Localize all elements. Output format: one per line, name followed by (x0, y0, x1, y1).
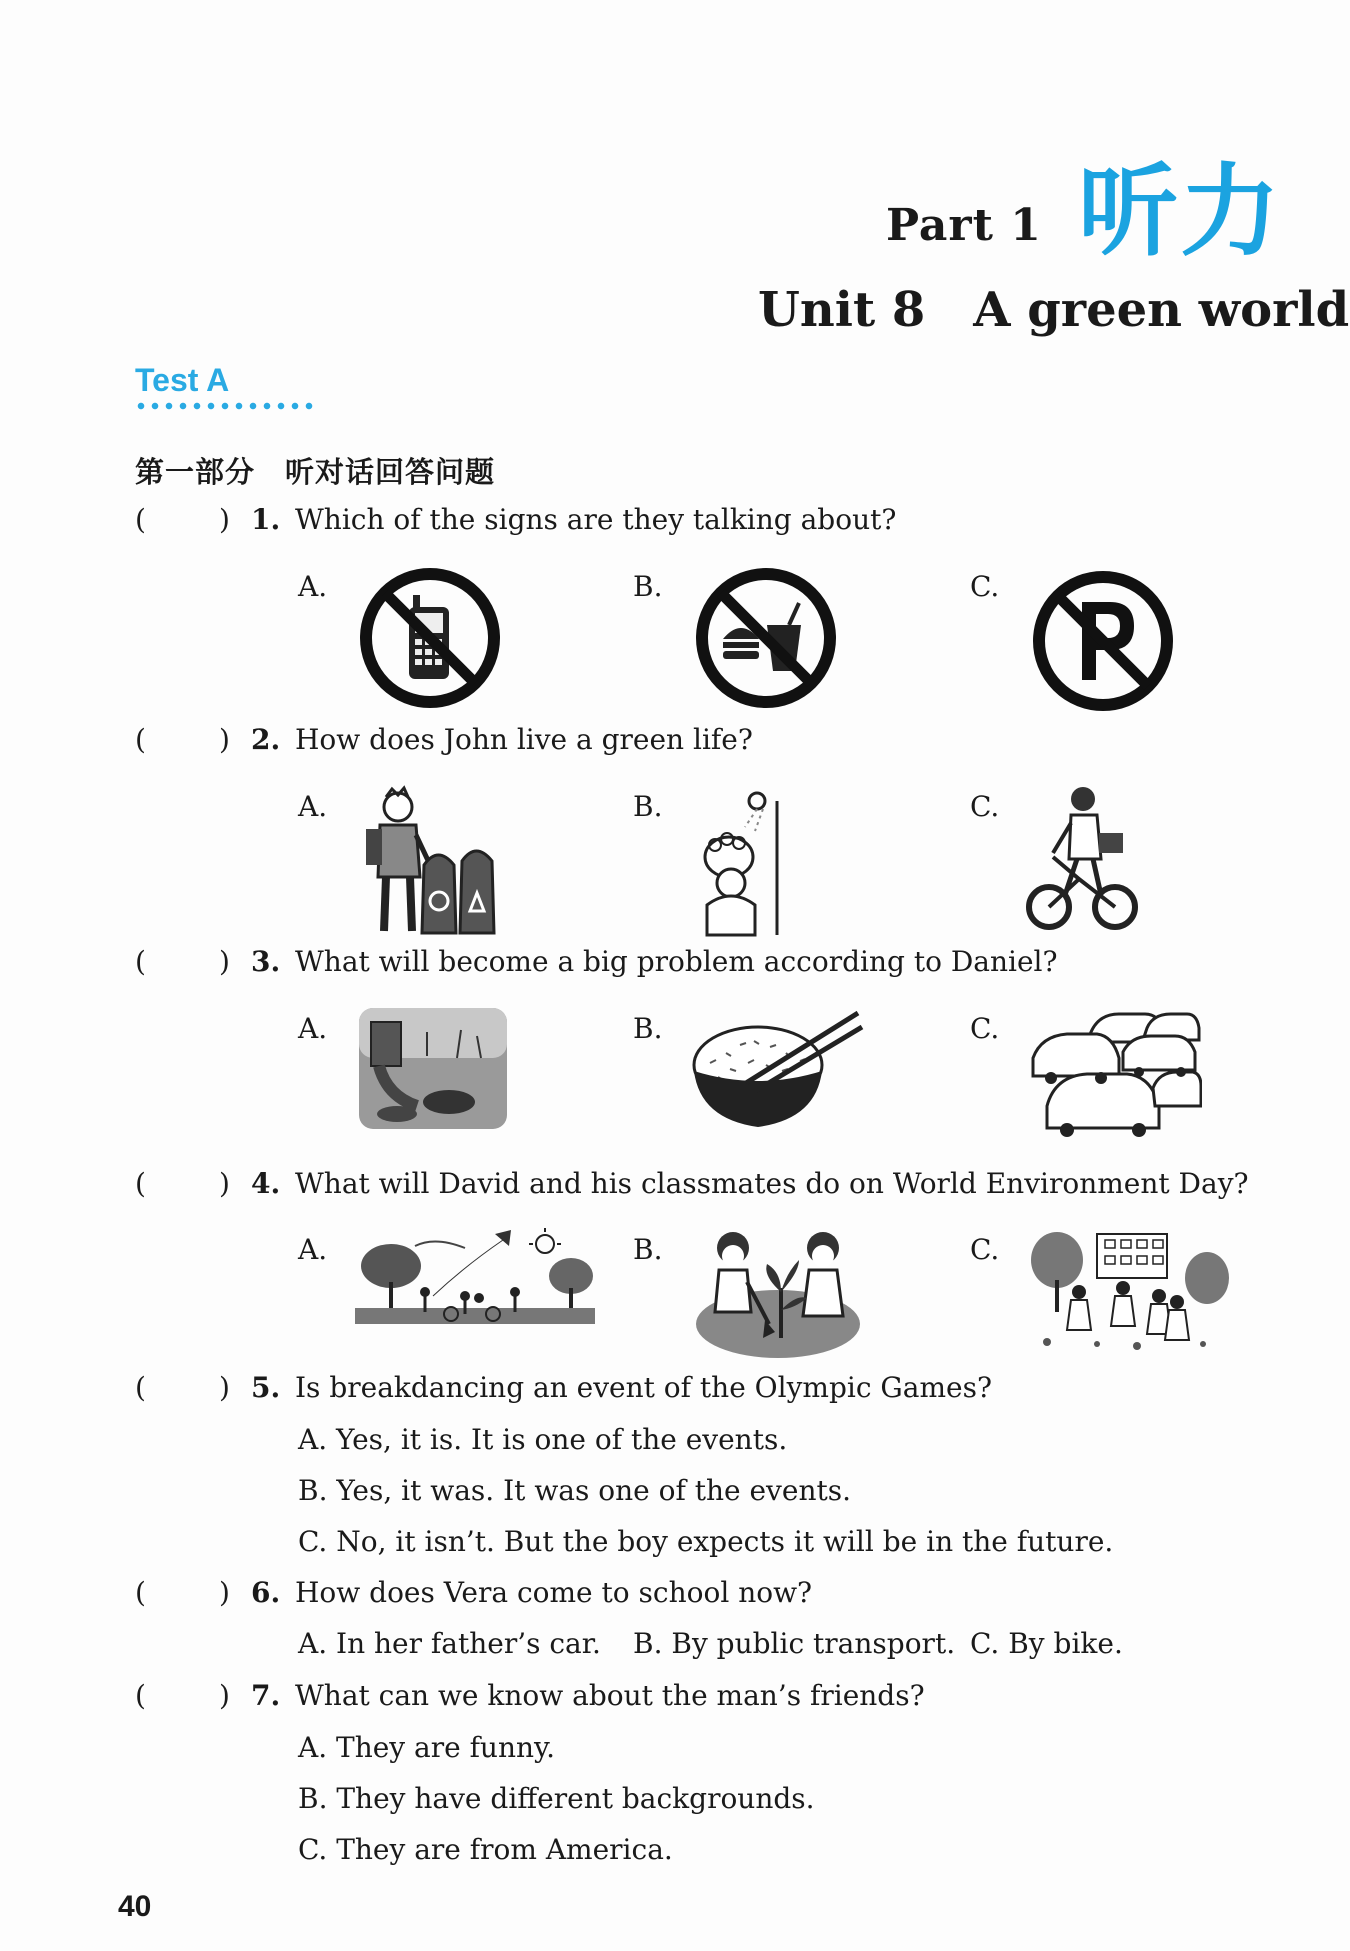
answer-paren-open: ( (135, 1167, 146, 1200)
question-number: 1. (251, 503, 281, 536)
answer-paren-close: ) (219, 1167, 230, 1200)
question-text: Is breakdancing an event of the Olympic Games? (295, 1371, 992, 1404)
answer-paren-open: ( (135, 503, 146, 536)
answer-paren-close: ) (219, 1679, 230, 1712)
question-text: Which of the signs are they talking about? (295, 503, 897, 536)
section-heading: 第一部分 听对话回答问题 (135, 455, 496, 489)
boy-recycling-icon (358, 785, 506, 937)
no-parking-sign-icon (1030, 568, 1176, 714)
answer-paren-close: ) (219, 945, 230, 978)
answer-paren-open: ( (135, 723, 146, 756)
option-label-c: C. (970, 1012, 1000, 1045)
part-title: Part 1 (886, 200, 1042, 251)
option-b: B. Yes, it was. It was one of the events. (298, 1474, 851, 1507)
traffic-jam-icon (1027, 1006, 1202, 1138)
question-number: 5. (251, 1371, 281, 1404)
option-b: B. By public transport. (633, 1627, 956, 1660)
option-label-c: C. (970, 570, 1000, 603)
rice-bowl-icon (690, 1003, 865, 1135)
option-label-c: C. (970, 790, 1000, 823)
answer-paren-open: ( (135, 1576, 146, 1609)
water-pollution-icon (357, 1006, 509, 1131)
option-b: B. They have different backgrounds. (298, 1782, 815, 1815)
question-text: What can we know about the man’s friends? (295, 1679, 925, 1712)
option-a: A. In her father’s car. (298, 1627, 601, 1660)
option-label-a: A. (298, 570, 328, 603)
unit-title (758, 282, 1349, 338)
dotted-underline (134, 401, 314, 411)
answer-paren-close: ) (219, 503, 230, 536)
girl-showering-icon (695, 787, 785, 937)
question-text: What will become a big problem according to Daniel? (295, 945, 1058, 978)
part-chinese-title: 听力 (1078, 153, 1282, 270)
option-c: C. No, it isn’t. But the boy expects it will be in the future. (298, 1525, 1114, 1558)
kite-park-scene-icon (355, 1226, 595, 1326)
answer-paren-close: ) (219, 1576, 230, 1609)
option-label-a: A. (298, 1233, 328, 1266)
kids-planting-tree-icon (693, 1228, 863, 1360)
option-a: A. Yes, it is. It is one of the events. (298, 1423, 788, 1456)
question-number: 3. (251, 945, 281, 978)
answer-paren-close: ) (219, 1371, 230, 1404)
option-label-a: A. (298, 1012, 328, 1045)
test-label: Test A (135, 362, 230, 398)
question-number: 2. (251, 723, 281, 756)
answer-paren-open: ( (135, 945, 146, 978)
kids-picking-litter-icon (1027, 1226, 1232, 1354)
option-c: C. They are from America. (298, 1833, 673, 1866)
answer-paren-open: ( (135, 1679, 146, 1712)
option-label-b: B. (633, 1012, 663, 1045)
question-number: 7. (251, 1679, 281, 1712)
option-c: C. By bike. (970, 1627, 1123, 1660)
option-a: A. They are funny. (298, 1731, 556, 1764)
question-text: How does John live a green life? (295, 723, 753, 756)
unit-number: Unit 8 (758, 282, 926, 338)
option-label-a: A. (298, 790, 328, 823)
answer-paren-close: ) (219, 723, 230, 756)
question-number: 6. (251, 1576, 281, 1609)
option-label-c: C. (970, 1233, 1000, 1266)
answer-paren-open: ( (135, 1371, 146, 1404)
question-text: How does Vera come to school now? (295, 1576, 813, 1609)
option-label-b: B. (633, 570, 663, 603)
no-phone-sign-icon (357, 565, 503, 711)
option-label-b: B. (633, 790, 663, 823)
option-label-b: B. (633, 1233, 663, 1266)
page-number: 40 (118, 1890, 152, 1923)
unit-name: A green world (973, 282, 1350, 338)
no-food-sign-icon (693, 565, 839, 711)
question-number: 4. (251, 1167, 281, 1200)
question-text: What will David and his classmates do on World Environment Day? (295, 1167, 1249, 1200)
man-cycling-icon (1025, 783, 1140, 938)
